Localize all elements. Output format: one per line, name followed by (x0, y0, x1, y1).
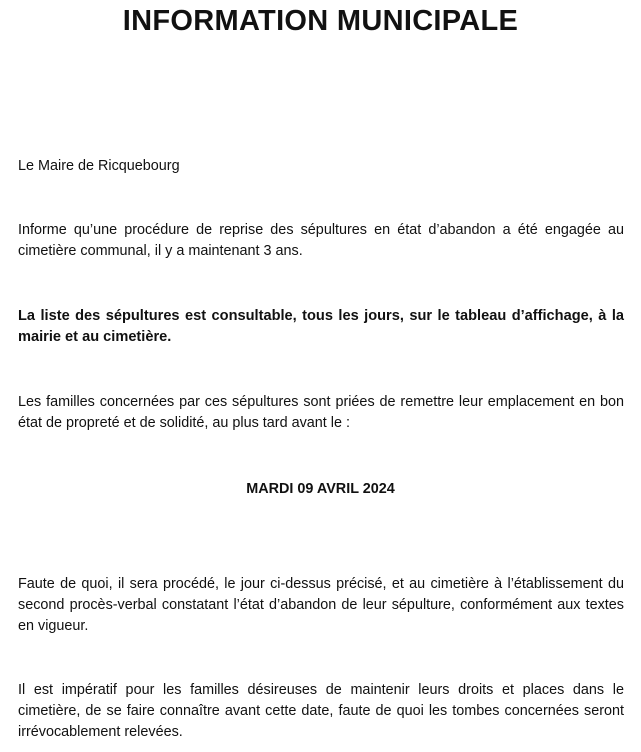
consequence-paragraph: Faute de quoi, il sera procédé, le jour ci-dessus précisé, et au cimetière à l’établissement du second procès-verbal constatant l’état d’abandon de leur sépulture, conformément aux textes en vigueur. (18, 576, 624, 634)
list-consultation-paragraph: La liste des sépultures est consultable, tous les jours, sur le tableau d’affichage, à la mairie et au cimetière. (18, 308, 624, 345)
families-request-paragraph: Les familles concernées par ces sépultures sont priées de remettre leur emplacement en bon état de propreté et de solidité, au plus tard avant le : (18, 394, 624, 431)
deadline-date: MARDI 09 AVRIL 2024 (246, 481, 395, 497)
rights-warning-paragraph: Il est impératif pour les familles désireuses de maintenir leurs droits et places dans le cimetière, de se faire connaître avant cette date, faute de quoi les tombes concernées seront irrévocablement relevées. (18, 682, 624, 740)
notice-title: INFORMATION MUNICIPALE (122, 5, 519, 37)
sender-line: Le Maire de Ricquebourg (18, 158, 180, 174)
procedure-paragraph: Informe qu’une procédure de reprise des sépultures en état d’abandon a été engagée au cimetière communal, il y a maintenant 3 ans. (18, 222, 624, 259)
